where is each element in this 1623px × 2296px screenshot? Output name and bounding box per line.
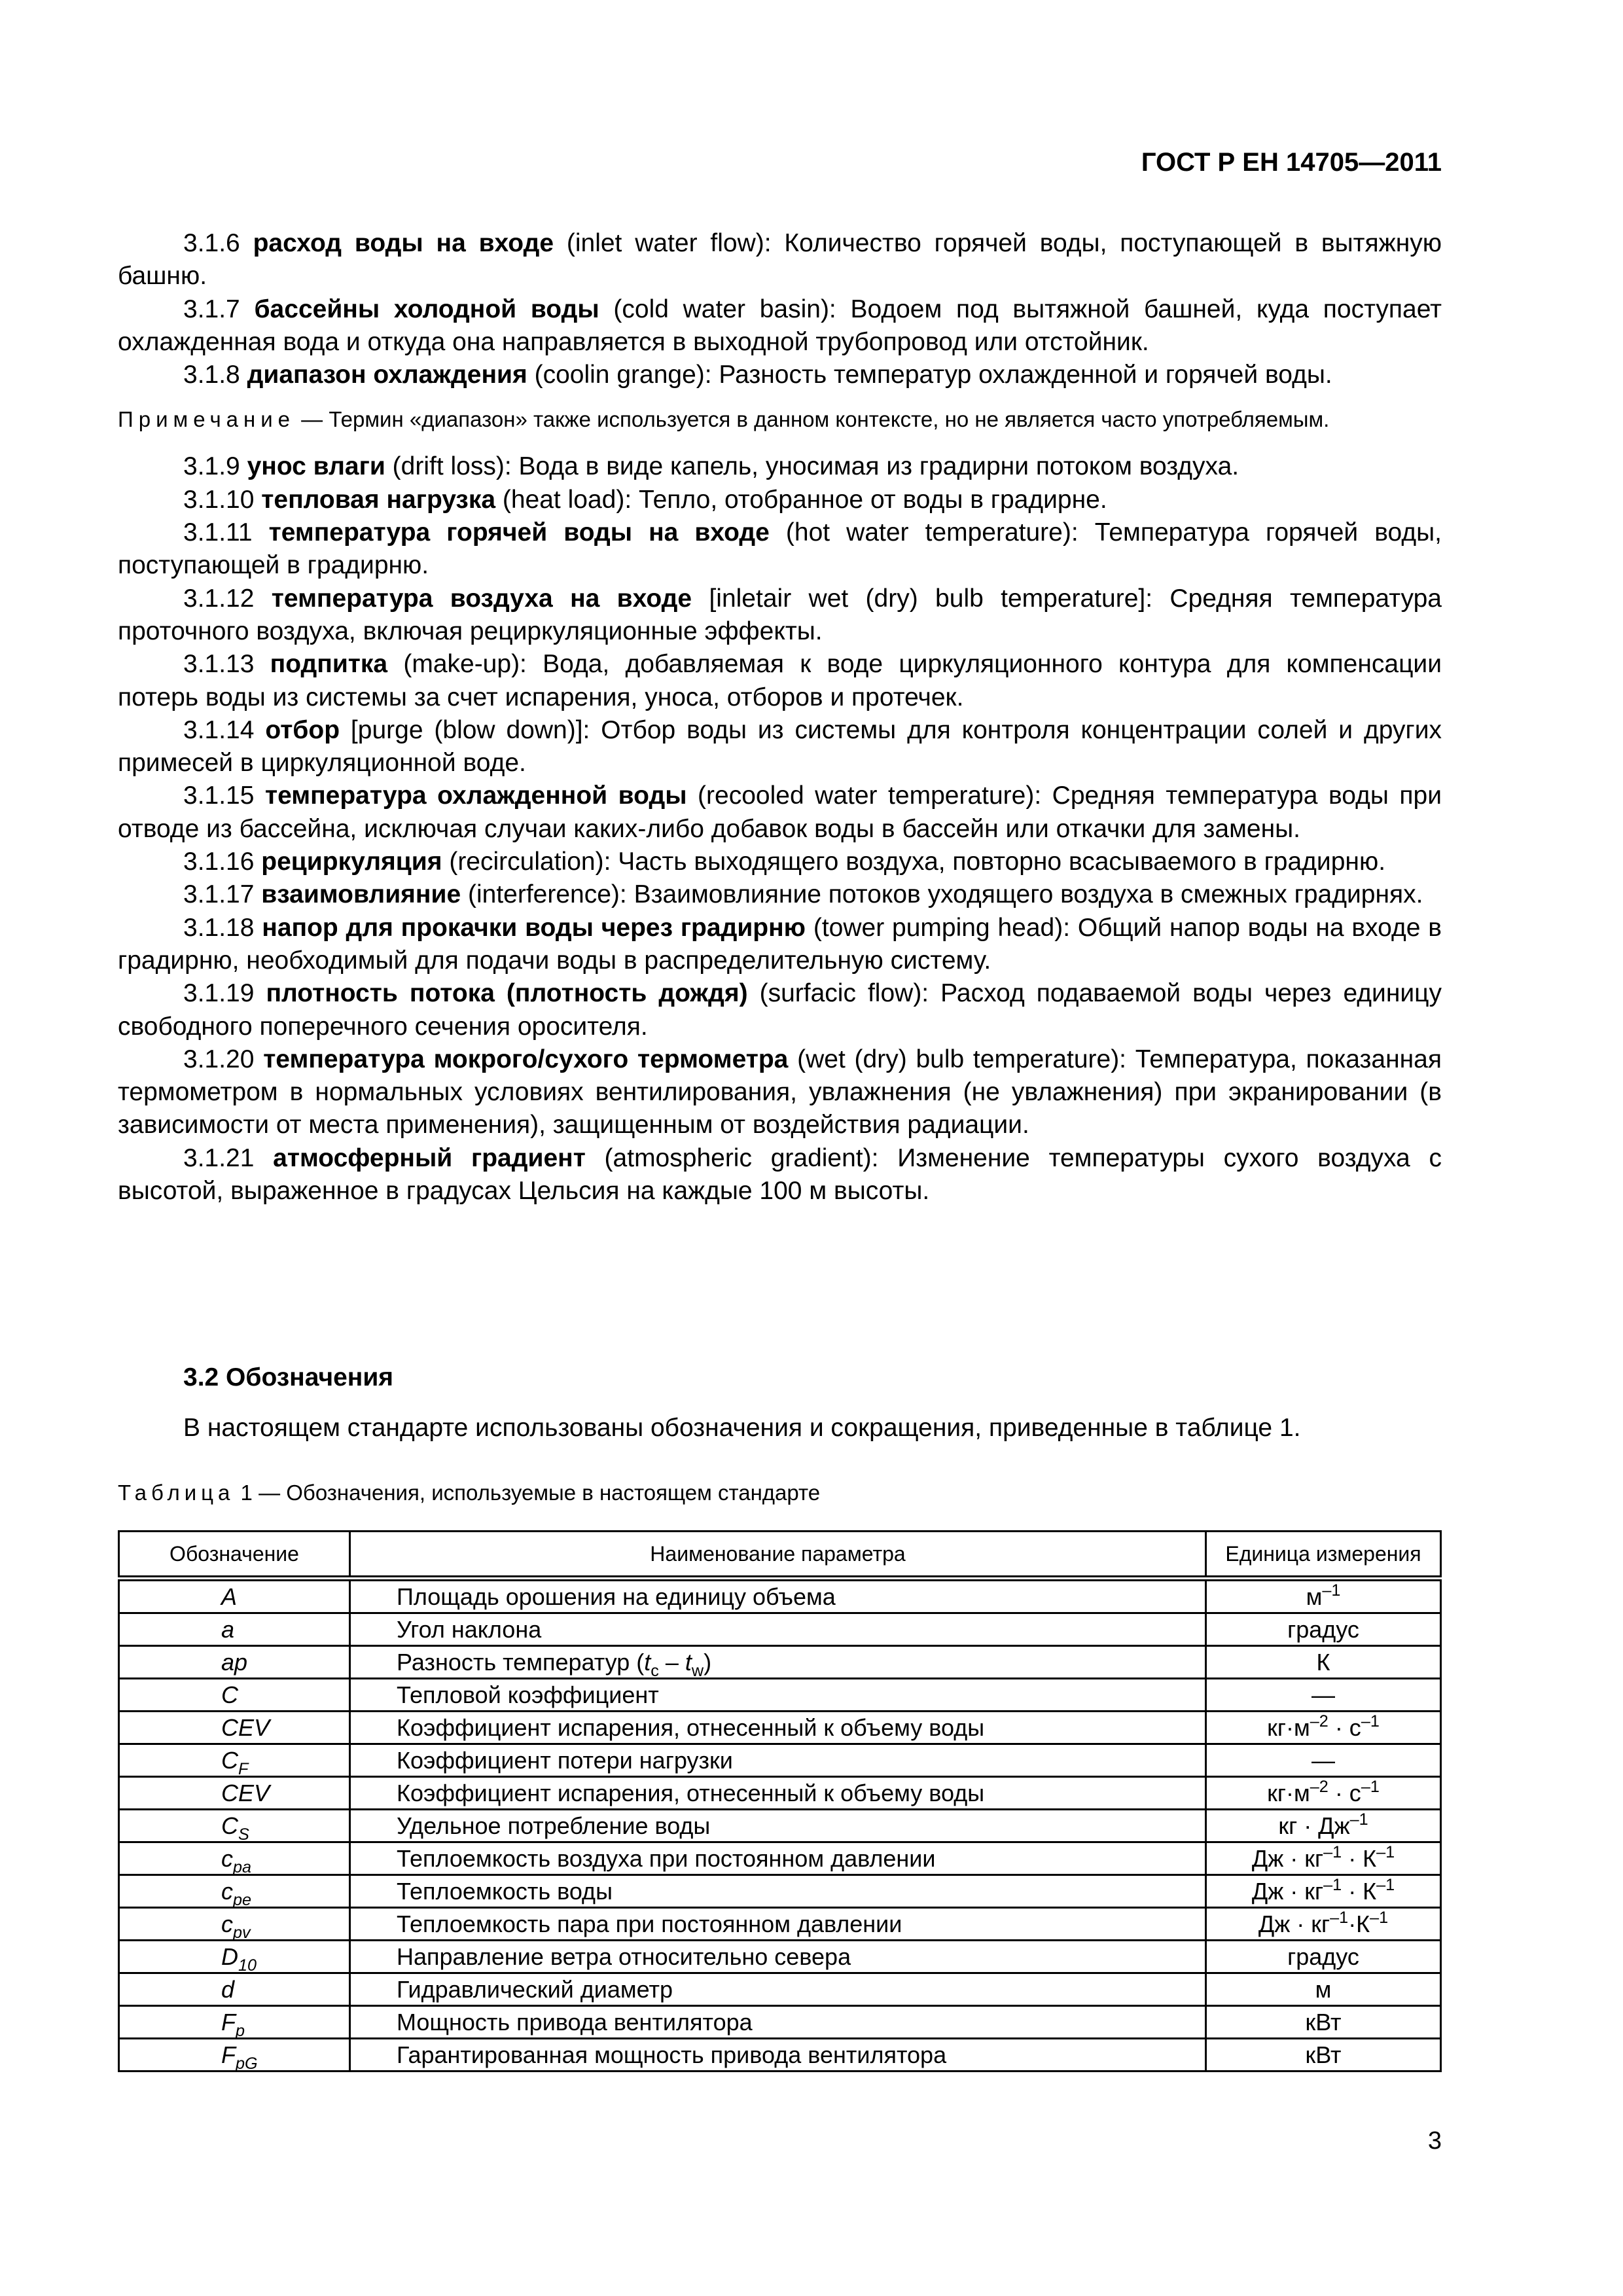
table-row <box>119 2006 1441 2039</box>
unit-cell <box>1206 1744 1441 1777</box>
symbol-base: c <box>221 1844 233 1872</box>
header-name: Наименование параметра <box>350 1532 1206 1579</box>
definition-number: 3.1.19 <box>183 979 255 1008</box>
unit-cell <box>1206 1777 1441 1810</box>
unit-text: м <box>1306 1583 1323 1610</box>
definition-text: (atmospheric gradient): Изменение температуры сухого воздуха с высотой, выраженное в градусах Цельсия на каждые 100 м высоты. <box>118 1143 1442 1206</box>
definition-item <box>118 912 1442 978</box>
definition-text: (heat load): Тепло, отобранное от воды в градирне. <box>495 485 1107 514</box>
definitions-block <box>118 227 1442 1208</box>
symbol <box>221 1910 251 1942</box>
definition-term: диапазон охлаждения <box>247 361 527 389</box>
parameter-name: Гидравлический диаметр <box>350 1973 1206 2006</box>
table-row <box>119 1941 1441 1973</box>
symbol-cell <box>119 1842 350 1875</box>
definition-text: (tower pumping head): Общий напор воды на входе в градирню, необходимый для подачи воды в распределительную систему. <box>118 913 1442 975</box>
symbol-cell <box>119 1579 350 1613</box>
definition-term: температура горячей воды на входе <box>268 518 770 547</box>
definition-number: 3.1.18 <box>183 913 255 942</box>
definition-term: атмосферный градиент <box>273 1143 586 1172</box>
definition-item <box>118 293 1442 359</box>
unit-cell <box>1206 1646 1441 1679</box>
symbol-cell <box>119 1712 350 1744</box>
unit-text: кг·м <box>1267 1713 1310 1741</box>
definition-term: унос влаги <box>247 452 385 481</box>
unit-cell <box>1206 1842 1441 1875</box>
unit-cell <box>1206 1875 1441 1908</box>
symbol <box>221 1681 247 1710</box>
table-row <box>119 1613 1441 1646</box>
symbol-base: ap <box>221 1648 248 1676</box>
definition-item <box>118 846 1442 878</box>
definition-number: 3.1.14 <box>183 715 255 744</box>
definition-text: (drift loss): Вода в виде капель, уносимая из градирни потоком воздуха. <box>385 452 1240 481</box>
definition-term: расход воды на входе <box>253 229 554 257</box>
symbol <box>221 1648 247 1677</box>
definition-text: (inlet water flow): Количество горячей воды, поступающей в вытяжную башню. <box>118 229 1442 291</box>
parameter-name: Теплоемкость воздуха при постоянном давлении <box>350 1842 1206 1875</box>
definition-text: (coolin grange): Разность температур охлажденной и горячей воды. <box>527 361 1332 389</box>
note-label: Примечание <box>118 407 296 432</box>
unit-exponent: –1 <box>1323 1875 1342 1894</box>
unit-exponent: –1 <box>1376 1842 1395 1861</box>
unit-exponent: –1 <box>1370 1908 1389 1927</box>
definition-text: (interference): Взаимовлияние потоков уходящего воздуха в смежных градирнях. <box>461 880 1423 909</box>
unit-text: · с <box>1328 1779 1361 1806</box>
unit-text: ·К <box>1348 1910 1370 1937</box>
definition-number: 3.1.13 <box>183 650 255 679</box>
unit-text: — <box>1311 1746 1335 1774</box>
definition-number: 3.1.9 <box>183 452 240 481</box>
parameter-name: Направление ветра относительно севера <box>350 1941 1206 1973</box>
parameter-name: Гарантированная мощность привода вентилятора <box>350 2039 1206 2072</box>
definition-text: [purge (blow down)]: Отбор воды из системы для контроля концентрации солей и других примесей в циркуляционной воде. <box>118 715 1442 778</box>
definition-item <box>118 780 1442 846</box>
definition-item <box>118 516 1442 583</box>
unit-text: кВт <box>1305 2041 1342 2068</box>
table-row <box>119 1973 1441 2006</box>
table-caption-text: 1 — Обозначения, используемые в настоящем стандарте <box>234 1480 821 1505</box>
symbol-subscript: pe <box>233 1890 252 1909</box>
table-row <box>119 1777 1441 1810</box>
unit-text: Дж · кг <box>1251 1844 1324 1872</box>
parameter-name: Мощность привода вентилятора <box>350 2006 1206 2039</box>
parameter-name: Коэффициент испарения, отнесенный к объему воды <box>350 1777 1206 1810</box>
unit-text: Дж · кг <box>1251 1877 1324 1905</box>
parameter-name: Площадь орошения на единицу объема <box>350 1579 1206 1613</box>
definition-item <box>118 484 1442 516</box>
unit-cell <box>1206 2039 1441 2072</box>
unit-text: кг·м <box>1267 1779 1310 1806</box>
document-header-id: ГОСТ Р ЕН 14705—2011 <box>1141 148 1442 177</box>
symbol <box>221 1779 270 1808</box>
table-row <box>119 1875 1441 1908</box>
unit-text: · К <box>1342 1844 1377 1872</box>
definition-number: 3.1.11 <box>183 518 253 547</box>
symbol-base: a <box>221 1615 235 1643</box>
definition-term: температура воздуха на входе <box>271 584 692 613</box>
unit-cell <box>1206 1908 1441 1941</box>
unit-cell <box>1206 1712 1441 1744</box>
unit-cell <box>1206 1579 1441 1613</box>
definition-number: 3.1.10 <box>183 485 255 514</box>
definition-item <box>118 450 1442 483</box>
symbol-subscript: pa <box>233 1857 252 1876</box>
table-row <box>119 1579 1441 1613</box>
unit-text: кг · Дж <box>1278 1812 1350 1839</box>
symbol-base: C <box>221 1681 238 1708</box>
symbol <box>221 1877 252 1909</box>
definition-number: 3.1.8 <box>183 361 240 389</box>
unit-exponent: –1 <box>1330 1908 1349 1927</box>
definition-number: 3.1.20 <box>183 1045 255 1073</box>
section-intro: В настоящем стандарте использованы обозначения и сокращения, приведенные в таблице 1. <box>183 1414 1301 1442</box>
definition-text: [inletair wet (dry) bulb temperature]: Средняя температура проточного воздуха, включая рециркуляционные эффекты. <box>118 584 1442 645</box>
symbol <box>221 1812 249 1844</box>
note-text: — Термин «диапазон» также используется в данном контексте, но не является часто употребляемым. <box>295 407 1330 432</box>
definition-text: (recirculation): Часть выходящего воздуха, повторно всасываемого в градирню. <box>442 848 1386 876</box>
symbol-base: D <box>221 1943 238 1970</box>
definition-text: (cold water basin): Водоем под вытяжной башней, куда поступает охлажденная вода и откуда она направляется в выходной трубопровод или отстойник. <box>118 295 1442 356</box>
symbol <box>221 2008 247 2040</box>
section-title: 3.2 Обозначения <box>183 1363 394 1391</box>
symbol-cell <box>119 1744 350 1777</box>
header-unit: Единица измерения <box>1206 1532 1441 1579</box>
unit-exponent: –2 <box>1310 1712 1329 1731</box>
symbol <box>221 1583 247 1611</box>
definitions-list-1 <box>118 227 1442 391</box>
table-row <box>119 1744 1441 1777</box>
unit-cell <box>1206 1810 1441 1842</box>
unit-exponent: –1 <box>1323 1842 1342 1861</box>
symbol <box>221 1713 270 1742</box>
parameter-name: Угол наклона <box>350 1613 1206 1646</box>
definition-item <box>118 1043 1442 1142</box>
parameter-name: Теплоемкость воды <box>350 1875 1206 1908</box>
definition-term: тепловая нагрузка <box>261 485 496 514</box>
unit-exponent: –1 <box>1361 1712 1380 1731</box>
unit-cell <box>1206 1613 1441 1646</box>
symbol <box>221 1844 252 1876</box>
symbol-cell <box>119 2039 350 2072</box>
parameter-name: Коэффициент потери нагрузки <box>350 1744 1206 1777</box>
symbol-subscript: S <box>238 1825 249 1844</box>
symbol <box>221 1975 247 2004</box>
unit-cell <box>1206 1941 1441 1973</box>
symbol <box>221 1943 257 1975</box>
definition-term: рециркуляция <box>261 848 442 876</box>
unit-text: Дж · кг <box>1258 1910 1330 1937</box>
definitions-list-2 <box>118 450 1442 1208</box>
definition-term: напор для прокачки воды через градирню <box>262 913 806 942</box>
table-row <box>119 1842 1441 1875</box>
definition-number: 3.1.16 <box>183 848 255 876</box>
definition-text: (hot water temperature): Температура горячей воды, поступающей в градирню. <box>118 518 1442 580</box>
symbol <box>221 2041 258 2073</box>
symbol-cell <box>119 1973 350 2006</box>
symbol-cell <box>119 1613 350 1646</box>
symbol-cell <box>119 2006 350 2039</box>
symbol-cell <box>119 1679 350 1712</box>
unit-cell <box>1206 1679 1441 1712</box>
symbol-subscript: 10 <box>238 1956 257 1975</box>
symbol-subscript: pG <box>236 2054 258 2073</box>
definition-term: взаимовлияние <box>261 880 461 909</box>
parameter-name-text: Разность температур $(t_c - t_w)$ <box>397 1648 712 1680</box>
definition-item <box>118 714 1442 780</box>
definition-term: плотность потока (плотность дождя) <box>266 979 748 1008</box>
symbol-cell <box>119 1777 350 1810</box>
symbol-base: F <box>221 2008 236 2036</box>
table-row <box>119 2039 1441 2072</box>
parameter-name: Коэффициент испарения, отнесенный к объему воды <box>350 1712 1206 1744</box>
symbol-cell <box>119 1646 350 1679</box>
symbol-base: CEV <box>221 1779 270 1806</box>
definition-item <box>118 648 1442 714</box>
definition-number: 3.1.7 <box>183 295 240 323</box>
definition-text: (recooled water temperature): Средняя температура воды при отводе из бассейна, исключая случаи каких-либо добавок воды в бассейн или откачки для замены. <box>118 781 1442 843</box>
symbol-subscript: F <box>238 1759 249 1778</box>
unit-exponent: –1 <box>1376 1875 1395 1894</box>
unit-text: м <box>1315 1975 1332 2003</box>
unit-text: · с <box>1328 1713 1361 1741</box>
symbol-base: d <box>221 1975 235 2003</box>
definition-term: отбор <box>265 715 340 744</box>
definition-number: 3.1.17 <box>183 880 255 909</box>
parameter-name: Тепловой коэффициент <box>350 1679 1206 1712</box>
definition-number: 3.1.12 <box>183 584 255 613</box>
symbol-base: F <box>221 2041 236 2068</box>
note <box>118 404 1442 434</box>
parameter-name <box>350 1646 1206 1679</box>
symbol-cell <box>119 1810 350 1842</box>
page-number: 3 <box>1427 2127 1442 2155</box>
unit-text: · К <box>1342 1877 1377 1905</box>
definition-text: (surfacic flow): Расход подаваемой воды через единицу свободного поперечного сечения оросителя. <box>118 979 1442 1041</box>
symbols-table <box>118 1530 1442 2072</box>
table-caption-label: Таблица <box>118 1480 235 1505</box>
definition-item <box>118 227 1442 293</box>
table-row <box>119 1908 1441 1941</box>
parameter-name: Теплоемкость пара при постоянном давлении <box>350 1908 1206 1941</box>
unit-cell <box>1206 1973 1441 2006</box>
symbol-cell <box>119 1875 350 1908</box>
unit-text: — <box>1311 1681 1335 1708</box>
unit-exponent: –1 <box>1349 1810 1368 1829</box>
unit-text: кВт <box>1305 2008 1342 2036</box>
definition-term: бассейны холодной воды <box>254 295 599 323</box>
unit-text: градус <box>1287 1615 1359 1643</box>
definition-item <box>118 977 1442 1043</box>
unit-text: К <box>1316 1648 1330 1676</box>
definition-item <box>118 359 1442 391</box>
table-row <box>119 1646 1441 1679</box>
symbol-base: c <box>221 1877 233 1905</box>
definition-item <box>118 583 1442 649</box>
table-row <box>119 1810 1441 1842</box>
unit-cell <box>1206 2006 1441 2039</box>
table-header-row <box>119 1532 1441 1579</box>
table-caption <box>118 1480 820 1505</box>
table-row <box>119 1679 1441 1712</box>
definition-text: (wet (dry) bulb temperature): Температура, показанная термометром в нормальных условиях вентилирования, увлажнения (не увлажнения) при экранировании (в зависимости от места применения), защищенным от воздействия радиации. <box>118 1045 1442 1139</box>
definition-text: (make-up): Вода, добавляемая к воде циркуляционного контура для компенсации потерь воды из системы за счет испарения, уноса, отборов и протечек. <box>118 650 1442 711</box>
symbol <box>221 1746 249 1778</box>
definition-number: 3.1.6 <box>183 229 240 257</box>
symbol-base: C <box>221 1812 238 1839</box>
symbol-subscript: p <box>236 2021 245 2040</box>
symbol-base: c <box>221 1910 233 1937</box>
definition-term: температура мокрого/сухого термометра <box>263 1045 789 1073</box>
symbol-cell <box>119 1908 350 1941</box>
definition-term: подпитка <box>270 650 388 679</box>
parameter-name: Удельное потребление воды <box>350 1810 1206 1842</box>
unit-exponent: –1 <box>1322 1581 1341 1600</box>
definition-item <box>118 878 1442 911</box>
symbol-subscript: pv <box>233 1923 251 1942</box>
symbol-base: A <box>221 1583 238 1610</box>
symbol-base: C <box>221 1746 238 1774</box>
definition-item <box>118 1142 1442 1208</box>
header-symbol: Обозначение <box>119 1532 350 1579</box>
definition-number: 3.1.15 <box>183 781 255 810</box>
unit-text: градус <box>1287 1943 1359 1970</box>
symbol-cell <box>119 1941 350 1973</box>
unit-exponent: –2 <box>1310 1777 1329 1796</box>
definition-term: температура охлажденной воды <box>264 781 687 810</box>
unit-exponent: –1 <box>1361 1777 1380 1796</box>
definition-number: 3.1.21 <box>183 1143 255 1172</box>
symbol <box>221 1615 247 1644</box>
symbol-base: CEV <box>221 1713 270 1741</box>
table-row <box>119 1712 1441 1744</box>
